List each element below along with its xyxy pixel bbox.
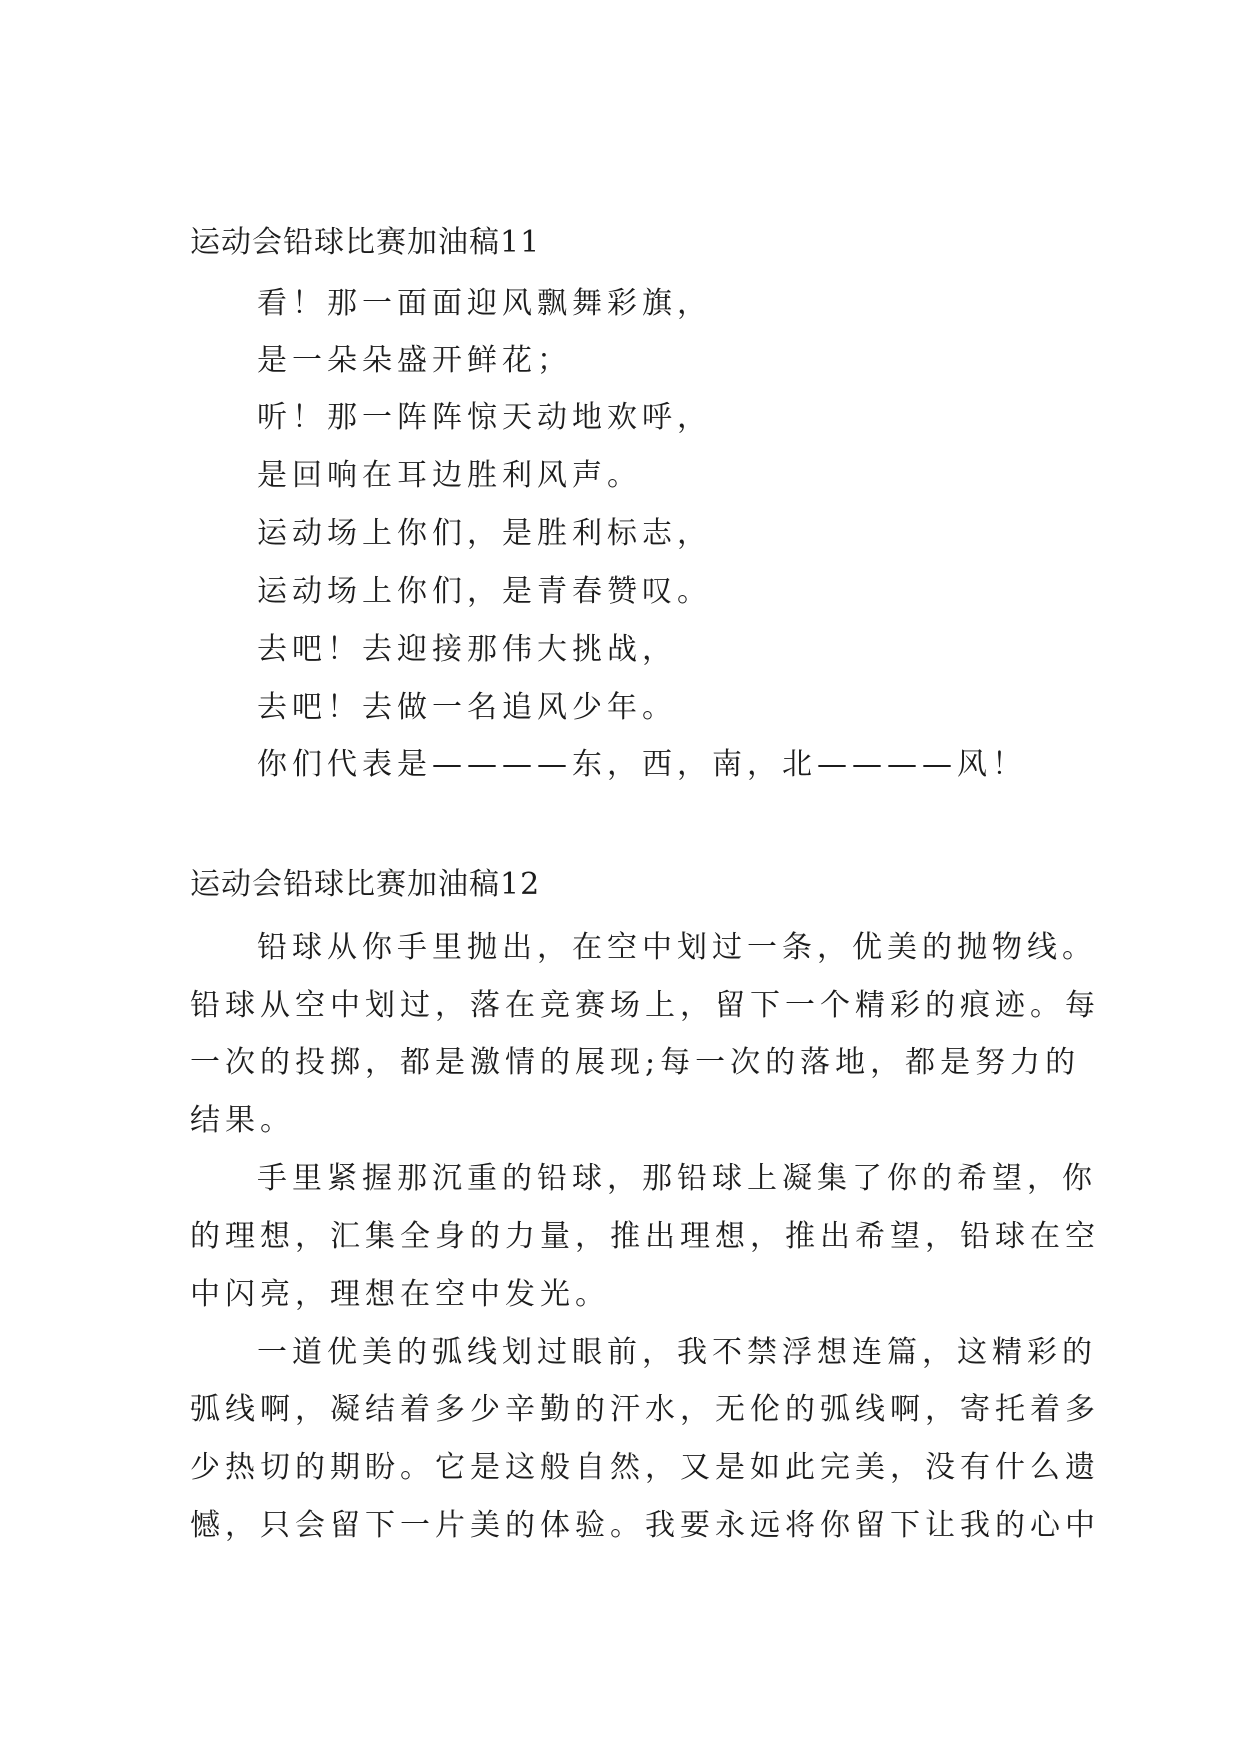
poem-line: 看！那一面面迎风飘舞彩旗， bbox=[257, 286, 712, 321]
poem-line: 听！那一阵阵惊天动地欢呼， bbox=[257, 400, 712, 435]
paragraph-line: 的理想，汇集全身的力量，推出理想，推出希望，铅球在空 bbox=[190, 1219, 1100, 1254]
paragraph-line: 憾，只会留下一片美的体验。我要永远将你留下让我的心中 bbox=[190, 1508, 1100, 1543]
poem-line: 运动场上你们，是青春赞叹。 bbox=[257, 574, 712, 609]
poem-line: 是回响在耳边胜利风声。 bbox=[257, 458, 642, 493]
paragraph-line: 一次的投掷，都是激情的展现;每一次的落地，都是努力的 bbox=[190, 1045, 1081, 1080]
paragraph-line: 手里紧握那沉重的铅球，那铅球上凝集了你的希望，你 bbox=[257, 1161, 1097, 1196]
paragraph-line: 一道优美的弧线划过眼前，我不禁浮想连篇，这精彩的 bbox=[257, 1335, 1097, 1370]
paragraph-line: 结果。 bbox=[190, 1103, 295, 1138]
paragraph-line: 铅球从你手里抛出，在空中划过一条，优美的抛物线。 bbox=[257, 930, 1097, 965]
paragraph-line: 中闪亮，理想在空中发光。 bbox=[190, 1277, 610, 1312]
section-2-title: 运动会铅球比赛加油稿12 bbox=[190, 867, 541, 902]
poem-line: 运动场上你们，是胜利标志， bbox=[257, 516, 712, 551]
poem-line: 你们代表是————东，西，南，北————风！ bbox=[257, 747, 1027, 782]
section-1-title: 运动会铅球比赛加油稿11 bbox=[190, 225, 541, 260]
paragraph-line: 弧线啊，凝结着多少辛勤的汗水，无伦的弧线啊，寄托着多 bbox=[190, 1392, 1100, 1427]
paragraph-line: 少热切的期盼。它是这般自然，又是如此完美，没有什么遗 bbox=[190, 1450, 1100, 1485]
poem-line: 是一朵朵盛开鲜花； bbox=[257, 343, 572, 378]
poem-line: 去吧！去做一名追风少年。 bbox=[257, 690, 677, 725]
poem-line: 去吧！去迎接那伟大挑战， bbox=[257, 632, 677, 667]
paragraph-line: 铅球从空中划过，落在竞赛场上，留下一个精彩的痕迹。每 bbox=[190, 988, 1100, 1023]
